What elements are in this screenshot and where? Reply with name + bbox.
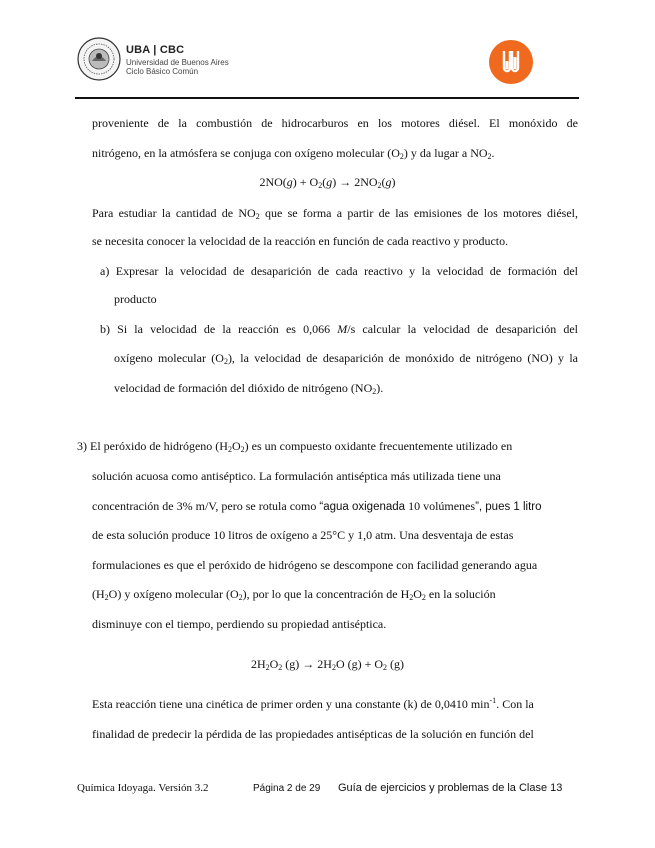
- logo-title: UBA | CBC: [126, 44, 185, 56]
- study-paragraph-line-2: se necesita conocer la velocidad de la reacción en función de cada reactivo y producto.: [92, 234, 509, 248]
- q3-line-7: disminuye con el tiempo, perdiendo su propiedad antiséptica.: [92, 617, 387, 631]
- item-a-line-2: producto: [114, 292, 157, 306]
- q3-line-3: concentración de 3% m/V, pero se rotula como “agua oxigenada 10 volúmenes”, pues 1 litro: [92, 499, 542, 513]
- q3-line-5: formulaciones es que el peróxido de hidrógeno se descompone con facilidad generando agua: [92, 558, 538, 572]
- kinetics-line-2: finalidad de predecir la pérdida de las propiedades antisépticas de la solución en función del: [92, 727, 534, 741]
- q3-line-2: solución acuosa como antiséptico. La formulación antiséptica más utilizada tiene una: [92, 469, 501, 483]
- footer-course-version: Química Idoyaga. Versión 3.2: [77, 782, 209, 794]
- test-tubes-icon: [489, 40, 533, 84]
- item-b-line-2: oxígeno molecular $(O_2)$, la velocidad de desaparición de monóxido de nitrógeno (NO) y la: [114, 351, 578, 366]
- header-rule: [75, 97, 579, 99]
- intro-line-1: proveniente de la combustión de hidrocarburos en los motores diésel. El monóxido de: [92, 116, 578, 130]
- item-b-line-1: b) Si la velocidad de la reacción es 0,066 M/s calcular la velocidad de desaparición del: [100, 322, 579, 336]
- logo-university: Universidad de Buenos Aires: [126, 58, 229, 67]
- q3-line-6: $(H_2O)$ y oxígeno molecular $(O_2)$, por lo que la concentración de $H_2O_2$ en la solución: [92, 587, 496, 602]
- intro-line-2: nitrógeno, en la atmósfera se conjuga con oxígeno molecular $(O_2)$ y da lugar a $NO_2$.: [92, 146, 495, 161]
- q3-line-4: de esta solución produce 10 litros de oxígeno a 25°C y 1,0 atm. Una desventaja de estas: [92, 528, 514, 542]
- uba-seal-logo: [77, 37, 121, 81]
- footer-guide-title: Guía de ejercicios y problemas de la Clase 13: [338, 782, 563, 794]
- study-paragraph-line-1: Para estudiar la cantidad de $NO_2$ que se forma a partir de las emisiones de los motores diésel,: [92, 206, 578, 221]
- item-a-line-1: a) Expresar la velocidad de desaparición de cada reactivo y la velocidad de formación del: [100, 264, 578, 278]
- footer-page-number: Página 2 de 29: [253, 783, 321, 794]
- equation-h2o2-decomposition: $2H_2O_2$ $(g) \to 2H_2O$ $(g) + O_2$ (g): [250, 657, 405, 672]
- q3-line-1: 3) El peróxido de hidrógeno $(H_2O_2)$ es un compuesto oxidante frecuentemente utilizado en: [77, 439, 513, 454]
- logo-cbc: Ciclo Básico Común: [126, 67, 199, 76]
- equation-no2-formation: $2NO(g) + O_2(g) \to 2NO_2(g)$: [259, 175, 396, 190]
- item-b-line-3: velocidad de formación del dióxido de nitrógeno $(NO_2)$.: [114, 381, 384, 396]
- page-header: [0, 0, 655, 100]
- kinetics-line-1: Esta reacción tiene una cinética de primer orden y una constante (k) de 0,0410 $\min^{-1}$. Con la: [92, 696, 534, 711]
